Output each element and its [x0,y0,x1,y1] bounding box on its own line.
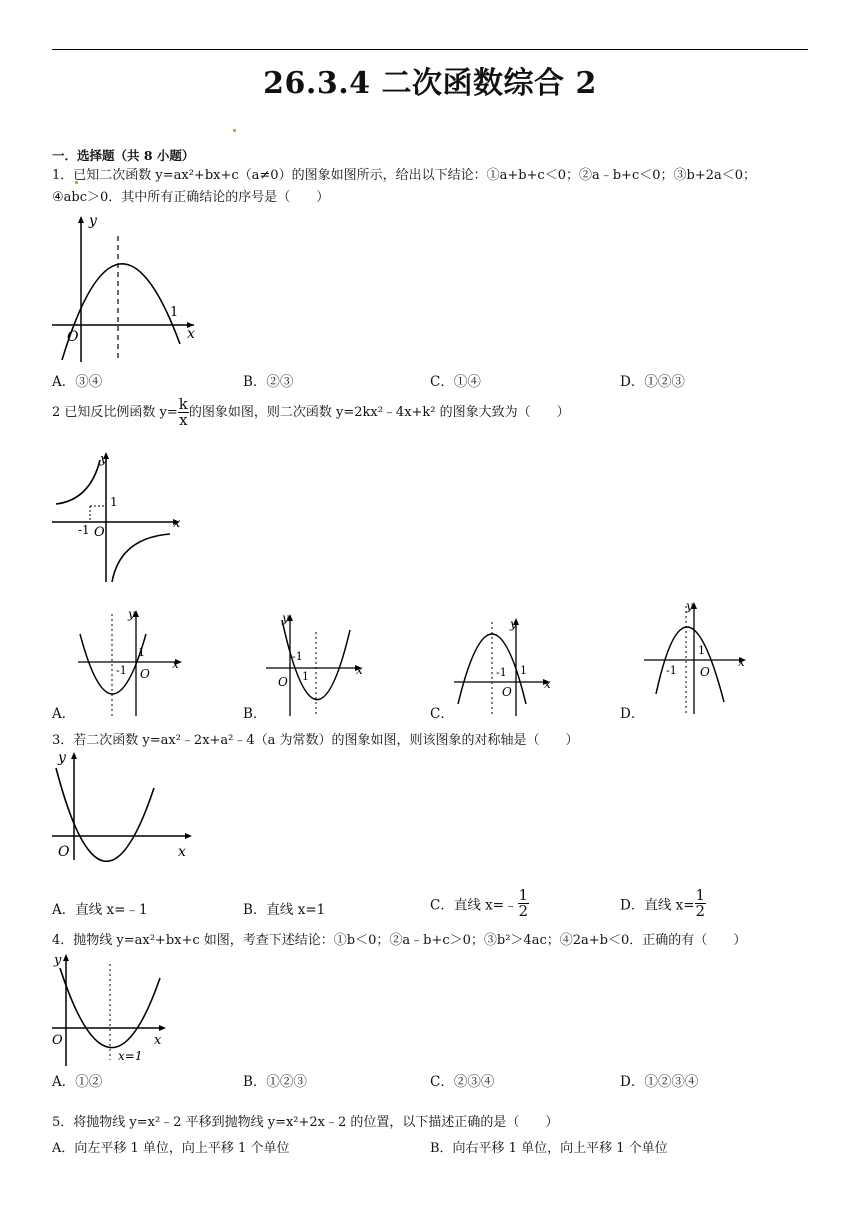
svg-text:x: x [356,663,363,677]
svg-text:x: x [154,1033,162,1048]
q1-stem-line2: ④abc＞0．其中所有正确结论的序号是（ ） [52,190,330,205]
x-label: x [187,326,195,342]
tick-1-label: 1 [170,305,179,320]
q2-stem [52,397,570,428]
q2-option-b: B． [243,706,267,722]
q1-option-a: A．③④ [52,374,103,390]
q2-stem-prefix: 2 已知反比例函数 y= [52,405,178,420]
top-rule [52,49,808,50]
q3-option-a: A．直线 x=﹣1 [52,902,148,918]
q1-graph [48,212,208,364]
stray-dot [233,129,236,132]
hyperbola-branch-right [112,534,170,582]
svg-text:-1: -1 [666,664,677,677]
svg-text:O: O [502,685,512,699]
q4-graph [48,950,172,1068]
q2-hyperbola-graph [48,448,192,586]
svg-text:O: O [52,1033,63,1048]
q4-stem: 4．抛物线 y=ax²+bx+c 如图，考查下述结论：①b＜0；②a﹣b+c＞0；③b²＞4ac；④2a+b＜0．正确的有（ ） [52,933,747,948]
q1-stem-line1: 1．已知二次函数 y=ax²+bx+c（a≠0）的图象如图所示，给出以下结论：①a+b+c＜0；②a﹣b+c＜0；③b+2a＜0； [52,168,756,183]
q4-option-a: A．①② [52,1074,103,1090]
svg-text:-1: -1 [496,666,507,679]
q2-option-d-graph [642,598,750,716]
svg-text:x: x [738,655,745,669]
svg-text:x: x [172,657,179,671]
q4-option-c: C．②③④ [430,1074,495,1090]
svg-text:O: O [140,667,150,681]
svg-text:x: x [173,516,181,531]
svg-text:1: 1 [302,670,309,683]
origin-label: O [67,329,79,345]
svg-text:1: 1 [520,664,527,677]
svg-text:-1: -1 [78,523,90,537]
q3-option-d: D．直线 x= $\frac{1}{2}$ [620,886,706,920]
svg-text:y: y [100,452,108,467]
q5-option-b: B．向右平移 1 单位，向上平移 1 个单位 [430,1141,668,1156]
svg-text:y: y [58,750,66,766]
svg-text:O: O [94,525,105,540]
q1-option-c: C．①④ [430,374,481,390]
svg-text:y: y [510,617,517,631]
q5-option-a: A．向左平移 1 单位，向上平移 1 个单位 [52,1141,290,1156]
q2-option-c: C． [430,706,454,722]
q1-option-b: B．②③ [243,374,294,390]
svg-text:x: x [178,844,186,860]
svg-text:x: x [544,677,551,691]
q3-option-b: B．直线 x=1 [243,902,326,918]
svg-text:1: 1 [138,646,145,659]
parabola [62,264,180,360]
section-heading: 一．选择题（共 8 小题） [52,148,195,163]
page-title: 26.3.4 二次函数综合 2 [263,66,597,101]
q1-option-d: D．①②③ [620,374,685,390]
q2-stem-suffix: 的图象如图，则二次函数 y=2kx²﹣4x+k² 的图象大致为（ ） [188,405,570,420]
q2-option-a-graph [76,604,188,718]
y-label: y [89,213,97,229]
q3-graph [48,748,198,862]
q2-option-d: D． [620,706,645,722]
svg-text:y: y [282,611,289,625]
svg-text:y: y [54,953,62,968]
q4-option-b: B．①②③ [243,1074,307,1090]
svg-text:O: O [278,675,288,689]
svg-text:y: y [686,599,693,613]
svg-text:O: O [700,665,710,679]
svg-text:1: 1 [698,644,705,657]
q2-option-c-graph [452,614,556,718]
q3-stem: 3．若二次函数 y=ax²﹣2x+a²﹣4（a 为常数）的图象如图，则该图象的对称轴是（ ） [52,733,579,748]
parabola [56,768,154,861]
svg-text:-1: -1 [116,664,127,677]
q2-option-b-graph [264,610,372,718]
q5-stem: 5．将抛物线 y=x²﹣2 平移到抛物线 y=x²+2x﹣2 的位置，以下描述正确的是（ ） [52,1115,559,1130]
svg-text:1: 1 [110,495,118,509]
svg-text:O: O [58,844,70,860]
hyperbola-branch-left [56,460,100,504]
q2-option-a: A． [52,706,76,722]
svg-text:-1: -1 [292,650,303,663]
svg-text:y: y [128,607,135,621]
q4-option-d: D．①②③④ [620,1074,699,1090]
axis-of-symmetry-label: x=1 [118,1049,143,1063]
q2-fraction: $\frac{k}{x}$ [178,395,188,429]
q3-option-c: C．直线 x=﹣ $\frac{1}{2}$ [430,886,529,920]
